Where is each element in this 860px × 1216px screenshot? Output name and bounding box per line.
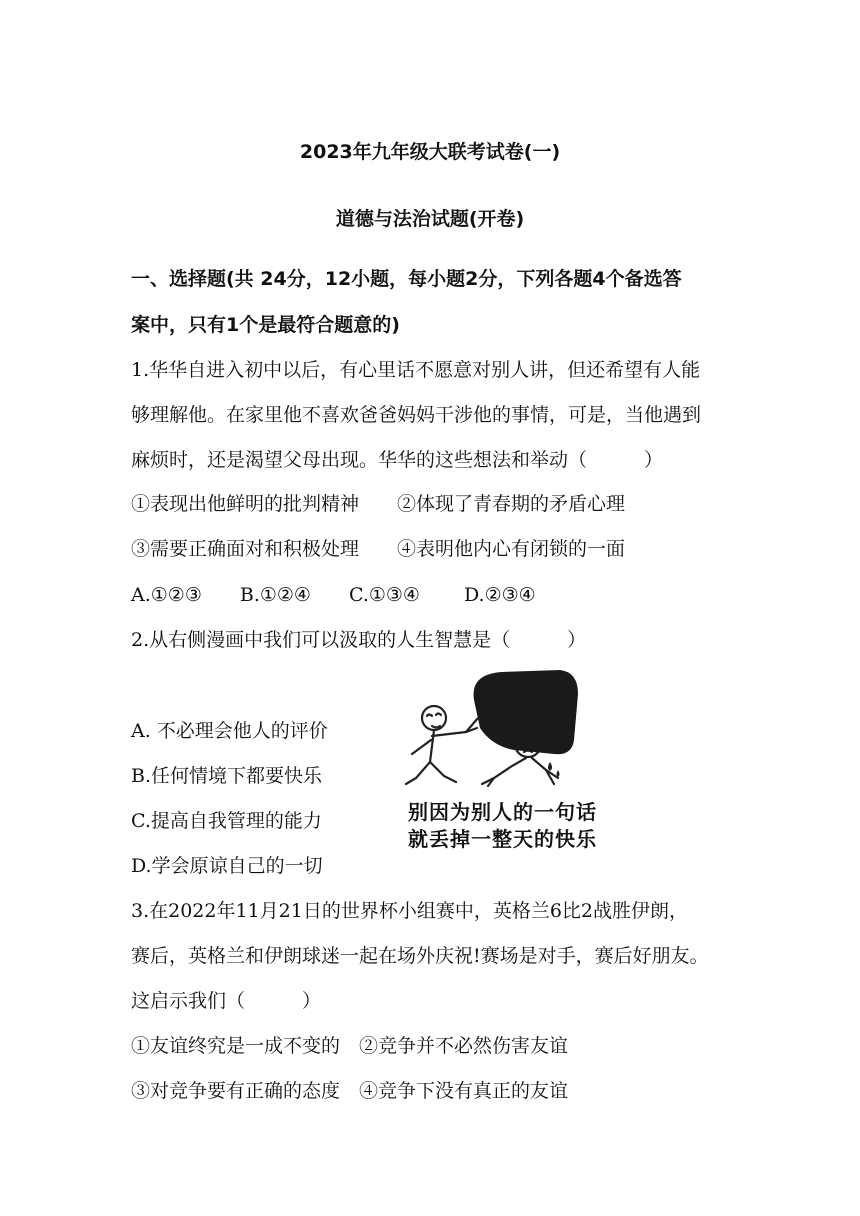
- pointing-person-figure: [406, 706, 477, 784]
- exam-subtitle: 道德与法治试题(开卷): [335, 208, 525, 230]
- q2-option-d: D.学会原谅自己的一切: [131, 855, 323, 877]
- cartoon-caption-line-2: 就丢掉一整天的快乐: [408, 827, 597, 851]
- q3-options-row-2: ③对竞争要有正确的态度 ④竞争下没有真正的友谊: [131, 1080, 569, 1102]
- heavy-burden-shape: [474, 670, 578, 754]
- q2-option-b: B.任何情境下都要快乐: [131, 765, 323, 787]
- q1-stem-line-2: 够理解他。在家里他不喜欢爸爸妈妈干涉他的事情，可是，当他遇到: [131, 404, 702, 426]
- section-heading-line-2: 案中，只有1个是最符合题意的): [131, 314, 400, 336]
- section-heading-line-1: 一、选择题(共 24分，12小题，每小题2分，下列各题4个备选答: [131, 268, 682, 290]
- q3-stem-line-1: 3.在2022年11月21日的世界杯小组赛中，英格兰6比2战胜伊朗，: [131, 900, 689, 922]
- q1-options-row-1: ①表现出他鲜明的批判精神 ②体现了青春期的矛盾心理: [131, 493, 626, 515]
- q1-answer-choices: A.①②③ B.①②④ C.①③④ D.②③④: [131, 584, 536, 606]
- q3-stem-line-3: 这启示我们（ ）: [131, 990, 322, 1012]
- q3-options-row-1: ①友谊终究是一成不变的 ②竞争并不必然伤害友谊: [131, 1035, 569, 1057]
- q1-stem-line-1: 1.华华自进入初中以后，有心里话不愿意对别人讲，但还希望有人能: [131, 359, 701, 381]
- q2-option-a: A. 不必理会他人的评价: [131, 720, 328, 742]
- q3-stem-line-2: 赛后，英格兰和伊朗球迷一起在场外庆祝!赛场是对手，赛后好朋友。: [131, 945, 709, 967]
- q2-option-c: C.提高自我管理的能力: [131, 810, 322, 832]
- q1-options-row-2: ③需要正确面对和积极处理 ④表明他内心有闭锁的一面: [131, 538, 626, 560]
- q1-stem-line-3: 麻烦时，还是渴望父母出现。华华的这些想法和举动（ ）: [131, 449, 664, 471]
- q2-stem: 2.从右侧漫画中我们可以汲取的人生智慧是（ ）: [131, 629, 587, 651]
- exam-title: 2023年九年级大联考试卷(一): [299, 141, 561, 163]
- cartoon-caption-line-1: 别因为别人的一句话: [408, 800, 597, 824]
